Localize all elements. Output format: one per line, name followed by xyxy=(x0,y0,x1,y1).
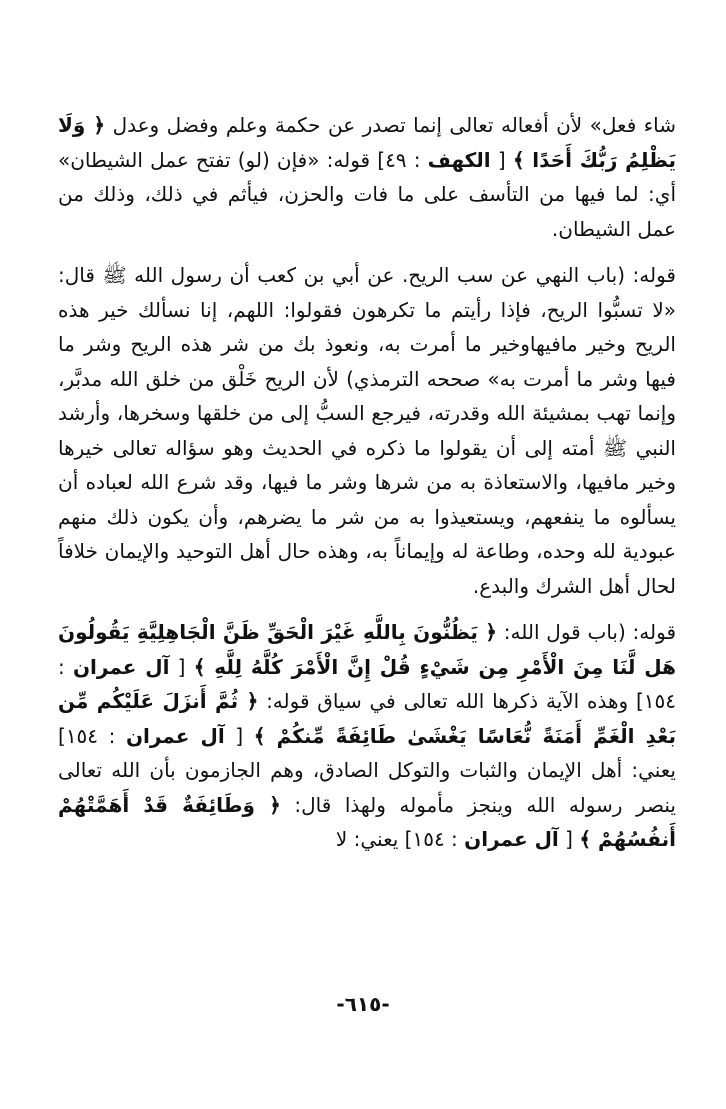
text-segment: [ xyxy=(177,654,186,679)
surah-reference: آل عمران xyxy=(72,654,170,679)
page-number: -٦١٥- xyxy=(336,992,390,1016)
surah-reference: آل عمران xyxy=(125,723,225,748)
text-segment: [ xyxy=(565,827,573,851)
text-segment: : ٤٩] قوله: «فإن (لو) تفتح عمل الشيطان» أي: لما فيها من التأسف على ما فات والحزن، فيأثم في ذلك، وذلك من عمل الشيطان. xyxy=(58,147,676,241)
text-segment: [ xyxy=(235,723,244,748)
text-segment: : ١٥٤] يعني: لا xyxy=(335,827,458,851)
paragraph-3 xyxy=(58,615,676,857)
surah-reference: آل عمران xyxy=(464,827,559,851)
page-body xyxy=(58,108,676,857)
text-segment: : ١٥٤] يعني: أهل الإيمان والثبات والتوكل الصادق، وهم الجازمون بأن الله تعالى ينصر رسوله الله وينجز مأموله ولهذا قال: xyxy=(58,723,676,817)
surah-reference: الكهف xyxy=(427,147,491,172)
text-segment: [ xyxy=(497,147,506,172)
quran-verse: ﴿ وَطَائِفَةٌ قَدْ أَهَمَّتْهُمْ أَنفُسُهُمْ ﴾ xyxy=(58,792,676,851)
quran-verse: ﴿ يَظُنُّونَ بِاللَّهِ غَيْرَ الْحَقِّ ظَنَّ الْجَاهِلِيَّةِ يَقُولُونَ هَل لَّنَا مِنَ الْأَمْرِ مِن شَيْءٍ قُلْ إِنَّ الْأَمْرَ كُلَّهُ لِلَّهِ ﴾ xyxy=(58,620,676,679)
text-segment: قوله: (باب قول الله: xyxy=(497,620,677,644)
paragraph-2 xyxy=(58,258,676,603)
quran-verse: ﴿ وَلَا يَظْلِمُ رَبُّكَ أَحَدًا ﴾ xyxy=(58,113,676,172)
quran-verse: ﴿ ثُمَّ أَنزَلَ عَلَيْكُم مِّن بَعْدِ الْغَمِّ أَمَنَةً نُّعَاسًا يَغْشَىٰ طَائِفَةً مِّنكُمْ ﴾ xyxy=(58,689,677,748)
text-segment: : ١٥٤] وهذه الآية ذكرها الله تعالى في سياق قوله: xyxy=(58,654,677,713)
text-segment: شاء فعل» لأن أفعاله تعالى إنما تصدر عن حكمة وعلم وفضل وعدل xyxy=(105,113,676,137)
paragraph-1 xyxy=(58,108,676,246)
text-segment: قوله: (باب النهي عن سب الريح. عن أبي بن كعب أن رسول الله ﷺ قال: «لا تسبُّوا الريح، فإذا رأيتم ما تكرهون فقولوا: اللهم، إنا نسألك خير هذه الريح وخير مافيهاوخير ما أمرت به، ونعوذ بك من شر هذه الريح وشر ما فيها وشر ما أمرت به» صححه الترمذي) لأن الريح خَلْق من خلق الله مدبَّر، وإنما تهب بمشيئة الله وقدرته، فيرجع السبُّ إلى من خلقها وسخرها، وأرشد النبي ﷺ أمته إلى أن يقولوا ما ذكره في الحديث وهو سؤاله تعالى خيرها وخير مافيها، والاستعاذة به من شرها وشر ما فيها، وقد شرع الله لعباده أن يسألوه ما ينفعهم، ويستعيذوا به من شر ما يضرهم، وأن يكون ذلك منهم عبودية لله وحده، وطاعة له وإيماناً به، وهذه حال أهل التوحيد والإيمان خلافاً لحال أهل الشرك والبدع. xyxy=(58,263,676,598)
